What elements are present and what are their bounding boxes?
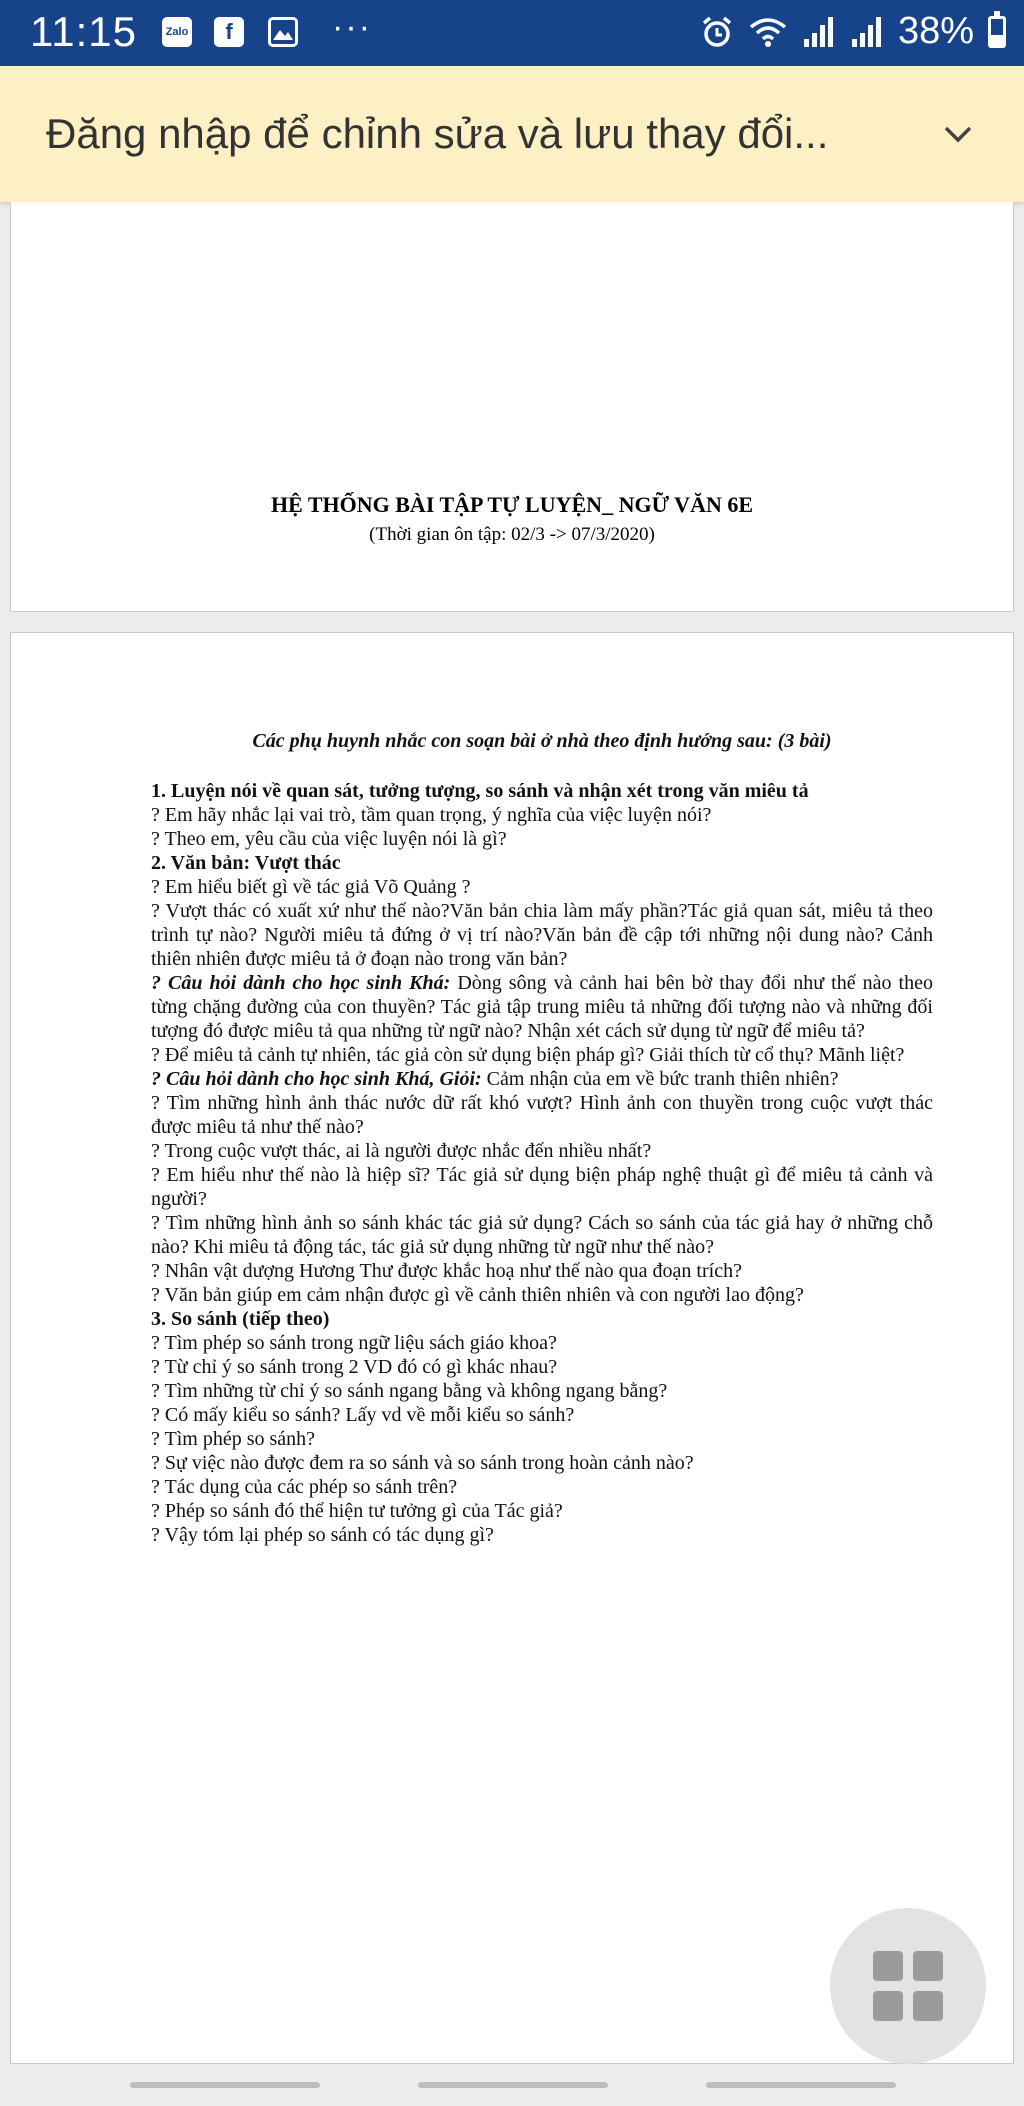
document-title: HỆ THỐNG BÀI TẬP TỰ LUYỆN_ NGỮ VĂN 6E bbox=[270, 492, 754, 517]
document-subtitle: (Thời gian ôn tập: 02/3 -> 07/3/2020) bbox=[369, 524, 655, 545]
document-page-1 bbox=[10, 202, 1014, 612]
sign-in-banner[interactable] bbox=[0, 66, 1024, 202]
battery-icon bbox=[988, 16, 1006, 48]
question-line: ? Văn bản giúp em cảm nhận được gì về cảnh thiên nhiên và con người lao động? bbox=[151, 1284, 804, 1306]
facebook-icon: f bbox=[214, 17, 244, 47]
question-line: ? Vượt thác có xuất xứ như thế nào?Văn bản chia làm mấy phần?Tác giả quan sát, miêu tả theo trình tự nào? Người miêu tả đứng ở vị trí nào?Văn bản đề cập tới những nội dung nào? Cảnh thiên nhiên được miêu tả ở đoạn nào trong văn bản? bbox=[151, 900, 933, 970]
section-1-heading: 1. Luyện nói về quan sát, tưởng tượng, so sánh và nhận xét trong văn miêu tả bbox=[151, 780, 809, 802]
question-line: ? Từ chỉ ý so sánh trong 2 VD đó có gì khác nhau? bbox=[151, 1356, 558, 1378]
kha-question-text: Dòng sông và cảnh hai bên bờ thay đổi như thế nào theo từng chặng đường của con thuyền? Tác giả tập trung miêu tả những đối tượng nào và những đối tượng đó được miêu tả qua những từ ngữ nào? Nhận xét cách sử dụng từ ngữ để miêu tả? bbox=[151, 972, 933, 1042]
document-page-2 bbox=[10, 632, 1014, 2064]
gioi-question-text: Cảm nhận của em về bức tranh thiên nhiên? bbox=[481, 1068, 839, 1090]
grid-icon bbox=[873, 1951, 943, 2021]
gallery-icon bbox=[268, 17, 298, 47]
status-indicators bbox=[700, 10, 1006, 53]
section-2-heading: 2. Văn bản: Vượt thác bbox=[151, 852, 341, 874]
sign-in-banner-text: Đăng nhập để chỉnh sửa và lưu thay đổi... bbox=[46, 110, 829, 157]
status-bar bbox=[0, 0, 1024, 66]
chevron-down-icon[interactable] bbox=[940, 116, 976, 152]
battery-level-fill bbox=[991, 35, 1003, 45]
page-content bbox=[151, 729, 933, 1547]
signal-1-icon bbox=[802, 15, 836, 49]
question-line: ? Tìm những hình ảnh so sánh khác tác giả sử dụng? Cách so sánh của tác giả hay ở những chỗ nào? Khi miêu tả động tác, tác giả sử dụng những từ ngữ như thế nào? bbox=[151, 1212, 933, 1258]
question-line bbox=[151, 1067, 933, 1091]
question-line: ? Tác dụng của các phép so sánh trên? bbox=[151, 1476, 458, 1498]
more-notifications-icon: ··· bbox=[332, 8, 372, 46]
wifi-icon bbox=[748, 15, 788, 49]
gioi-question-label: ? Câu hỏi dành cho học sinh Khá, Giỏi: bbox=[151, 1068, 482, 1090]
question-line: ? Nhân vật dượng Hương Thư được khắc hoạ như thế nào qua đoạn trích? bbox=[151, 1260, 742, 1282]
question-line: ? Em hãy nhắc lại vai trò, tầm quan trọng, ý nghĩa của việc luyện nói? bbox=[151, 804, 712, 826]
question-line: ? Tìm những hình ảnh thác nước dữ rất khó vượt? Hình ảnh con thuyền trong cuộc vượt thác được miêu tả như thế nào? bbox=[151, 1092, 933, 1138]
question-line: ? Tìm phép so sánh trong ngữ liệu sách giáo khoa? bbox=[151, 1332, 557, 1354]
scroll-indicator bbox=[130, 2082, 320, 2088]
kha-question-label: ? Câu hỏi dành cho học sinh Khá: bbox=[151, 972, 451, 994]
question-line: ? Phép so sánh đó thể hiện tư tưởng gì của Tác giả? bbox=[151, 1500, 563, 1522]
question-line: ? Để miêu tả cảnh tự nhiên, tác giả còn sử dụng biện pháp gì? Giải thích từ cổ thụ? Mãnh liệt? bbox=[151, 1044, 905, 1066]
question-line: ? Tìm phép so sánh? bbox=[151, 1428, 316, 1450]
zalo-icon: Zalo bbox=[162, 17, 192, 47]
question-line: ? Trong cuộc vượt thác, ai là người được nhắc đến nhiều nhất? bbox=[151, 1140, 652, 1162]
question-line bbox=[151, 971, 933, 1043]
intro-text: Các phụ huynh nhắc con soạn bài ở nhà theo định hướng sau: (3 bài) bbox=[252, 730, 832, 752]
scroll-indicator bbox=[418, 2082, 608, 2088]
section-3-heading: 3. So sánh (tiếp theo) bbox=[151, 1308, 330, 1330]
question-line: ? Em hiểu biết gì về tác giả Võ Quảng ? bbox=[151, 876, 471, 898]
battery-percent: 38% bbox=[897, 10, 974, 52]
question-line: ? Em hiểu như thế nào là hiệp sĩ? Tác giả sử dụng biện pháp nghệ thuật gì để miêu tả cảnh và người? bbox=[151, 1164, 933, 1210]
signal-2-icon bbox=[850, 15, 884, 49]
question-line: ? Vậy tóm lại phép so sánh có tác dụng gì? bbox=[151, 1524, 494, 1546]
question-line: ? Theo em, yêu cầu của việc luyện nói là gì? bbox=[151, 828, 507, 850]
question-line: ? Sự việc nào được đem ra so sánh và so sánh trong hoàn cảnh nào? bbox=[151, 1452, 694, 1474]
question-line: ? Có mấy kiểu so sánh? Lấy vd về mỗi kiểu so sánh? bbox=[151, 1404, 575, 1426]
question-line: ? Tìm những từ chỉ ý so sánh ngang bằng và không ngang bằng? bbox=[151, 1380, 668, 1402]
scroll-indicator bbox=[706, 2082, 896, 2088]
alarm-icon bbox=[700, 15, 734, 49]
clock: 11:15 bbox=[30, 8, 137, 55]
page-thumbnails-button[interactable] bbox=[830, 1908, 986, 2064]
